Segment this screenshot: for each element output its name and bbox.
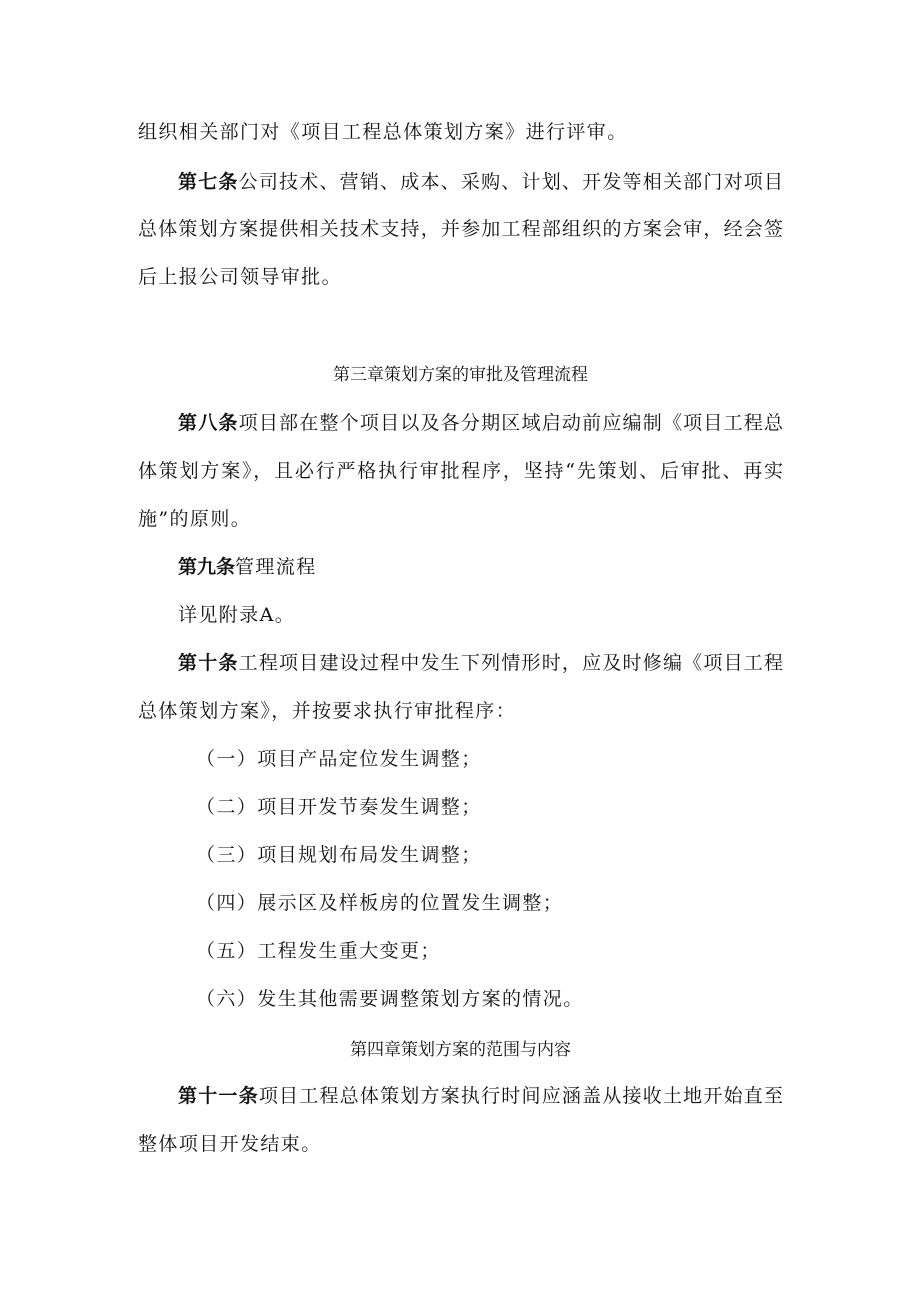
article-6-tail: 组织相关部门对《项目工程总体策划方案》进行评审。 — [138, 121, 628, 143]
article-11-line-2: 整体项目开发结束。 — [138, 1133, 322, 1155]
article-8-line-1: 第八条项目部在整个项目以及各分期区域启动前应编制《项目工程总 — [178, 412, 783, 434]
article-10-line-2: 总体策划方案》，并按要求执行审批程序： — [138, 700, 517, 722]
article-8-line-2: 体策划方案》，且必行严格执行审批程序，坚持“先策划、后审批、再实 — [138, 460, 783, 482]
article-7-line-1: 第七条公司技术、营销、成本、采购、计划、开发等相关部门对项目 — [178, 171, 783, 193]
article-9-detail: 详见附录A。 — [178, 604, 296, 626]
article-7-label: 第七条 — [178, 171, 239, 193]
article-8-line-3: 施”的原则。 — [138, 508, 252, 530]
article-10-item: （六）发生其他需要调整策划方案的情况。 — [196, 988, 584, 1010]
article-10-item: （二）项目开发节奏发生调整； — [196, 796, 482, 818]
article-10-item: （五）工程发生重大变更； — [196, 940, 441, 962]
article-10-item: （四）展示区及样板房的位置发生调整； — [196, 892, 564, 914]
article-8-label: 第八条 — [178, 412, 239, 434]
chapter-4-title: 第四章策划方案的范围与内容 — [350, 1040, 571, 1060]
article-10-label: 第十条 — [178, 652, 239, 674]
article-10-line-1: 第十条工程项目建设过程中发生下列情形时，应及时修编《项目工程 — [178, 652, 783, 674]
article-10-item: （一）项目产品定位发生调整； — [196, 748, 482, 770]
article-7-line-3: 后上报公司领导审批。 — [138, 266, 343, 288]
article-10-item: （三）项目规划布局发生调整； — [196, 844, 482, 866]
article-9-label: 第九条 — [178, 556, 236, 578]
article-11-label: 第十一条 — [178, 1085, 259, 1107]
article-7-line-2: 总体策划方案提供相关技术支持，并参加工程部组织的方案会审，经会签 — [138, 218, 783, 240]
article-9-line: 第九条管理流程 — [178, 556, 317, 578]
article-11-line-1: 第十一条项目工程总体策划方案执行时间应涵盖从接收土地开始直至 — [178, 1085, 783, 1107]
chapter-3-title: 第三章策划方案的审批及管理流程 — [333, 365, 588, 385]
